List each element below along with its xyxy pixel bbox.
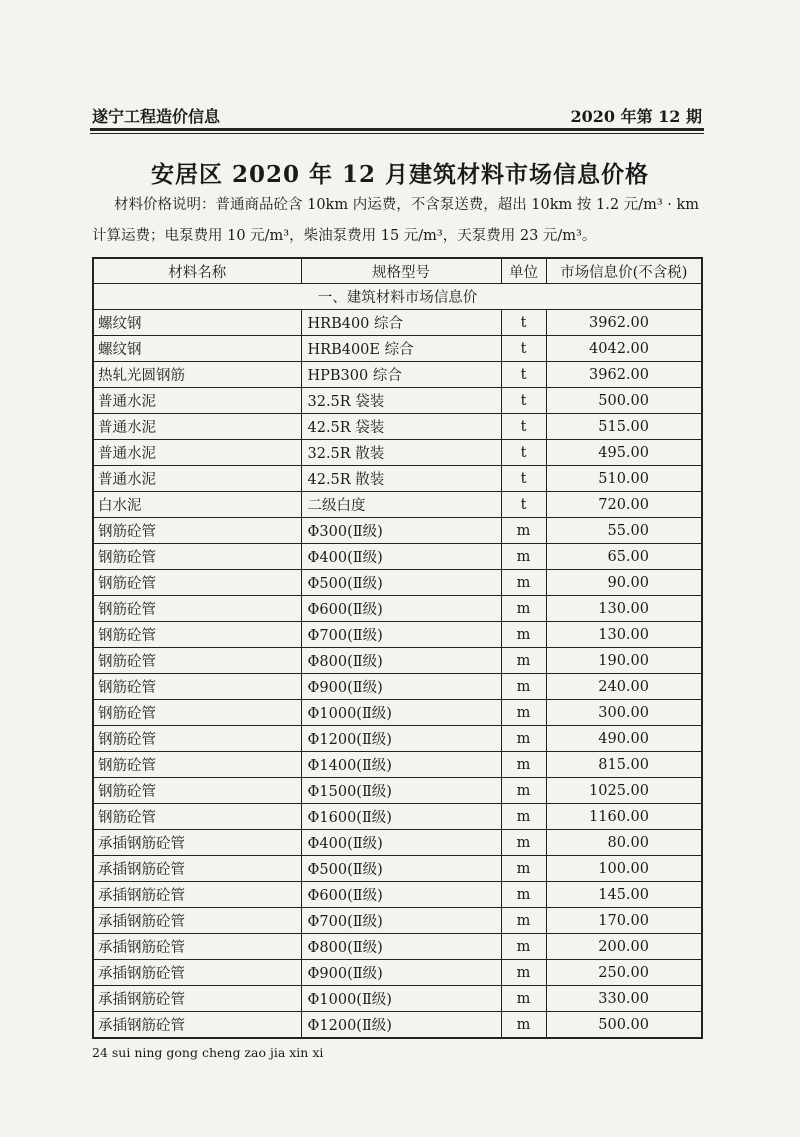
unit-cell: t: [501, 310, 546, 336]
table-row: [93, 440, 702, 466]
unit-cell: m: [501, 544, 546, 570]
spec-cell: Φ800(Ⅱ级): [301, 934, 501, 960]
spec-cell: Φ1000(Ⅱ级): [301, 986, 501, 1012]
price-cell: 300.00: [546, 700, 702, 726]
unit-cell: m: [501, 986, 546, 1012]
table-row: [93, 908, 702, 934]
material-name-cell: 钢筋砼管: [93, 674, 301, 700]
material-name-cell: 承插钢筋砼管: [93, 934, 301, 960]
material-name-cell: 承插钢筋砼管: [93, 856, 301, 882]
price-cell: 100.00: [546, 856, 702, 882]
table-row: [93, 466, 702, 492]
unit-cell: m: [501, 570, 546, 596]
unit-cell: m: [501, 804, 546, 830]
unit-cell: m: [501, 778, 546, 804]
material-name-cell: 钢筋砼管: [93, 596, 301, 622]
spec-cell: 42.5R 散装: [301, 466, 501, 492]
price-cell: 500.00: [546, 388, 702, 414]
spec-cell: Φ1200(Ⅱ级): [301, 1012, 501, 1039]
unit-cell: m: [501, 1012, 546, 1039]
price-cell: 4042.00: [546, 336, 702, 362]
price-cell: 3962.00: [546, 362, 702, 388]
material-name-cell: 承插钢筋砼管: [93, 908, 301, 934]
material-name-cell: 钢筋砼管: [93, 804, 301, 830]
spec-cell: HPB300 综合: [301, 362, 501, 388]
issue-number: 2020 年第 12 期: [570, 107, 702, 126]
price-cell: 720.00: [546, 492, 702, 518]
material-name-cell: 普通水泥: [93, 466, 301, 492]
table-row: [93, 778, 702, 804]
material-name-cell: 钢筋砼管: [93, 518, 301, 544]
unit-cell: m: [501, 700, 546, 726]
spec-cell: Φ600(Ⅱ级): [301, 882, 501, 908]
table-row: [93, 570, 702, 596]
spec-cell: HRB400 综合: [301, 310, 501, 336]
material-name-cell: 承插钢筋砼管: [93, 830, 301, 856]
price-cell: 1160.00: [546, 804, 702, 830]
spec-cell: 42.5R 袋装: [301, 414, 501, 440]
material-name-cell: 钢筋砼管: [93, 752, 301, 778]
table-header-row: [93, 258, 702, 284]
spec-cell: Φ900(Ⅱ级): [301, 960, 501, 986]
price-cell: 130.00: [546, 596, 702, 622]
material-name-cell: 钢筋砼管: [93, 570, 301, 596]
unit-cell: m: [501, 674, 546, 700]
price-cell: 500.00: [546, 1012, 702, 1039]
column-header-name: 材料名称: [93, 258, 301, 284]
material-name-cell: 承插钢筋砼管: [93, 986, 301, 1012]
table-row: [93, 310, 702, 336]
spec-cell: Φ500(Ⅱ级): [301, 570, 501, 596]
table-row: [93, 856, 702, 882]
table-row: [93, 336, 702, 362]
table-row: [93, 648, 702, 674]
spec-cell: Φ900(Ⅱ级): [301, 674, 501, 700]
column-header-spec: 规格型号: [301, 258, 501, 284]
table-row: [93, 804, 702, 830]
table-row: [93, 544, 702, 570]
table-row: [93, 700, 702, 726]
spec-cell: Φ1500(Ⅱ级): [301, 778, 501, 804]
material-name-cell: 普通水泥: [93, 388, 301, 414]
spec-cell: Φ1000(Ⅱ级): [301, 700, 501, 726]
unit-cell: m: [501, 934, 546, 960]
material-name-cell: 钢筋砼管: [93, 648, 301, 674]
unit-cell: m: [501, 908, 546, 934]
unit-cell: t: [501, 440, 546, 466]
unit-cell: m: [501, 518, 546, 544]
table-row: [93, 830, 702, 856]
spec-cell: Φ400(Ⅱ级): [301, 830, 501, 856]
price-cell: 170.00: [546, 908, 702, 934]
price-cell: 80.00: [546, 830, 702, 856]
price-note-line-2: 计算运费；电泵费用 10 元/m³，柴油泵费用 15 元/m³，天泵费用 23 元/m³。: [92, 228, 597, 244]
material-name-cell: 钢筋砼管: [93, 622, 301, 648]
table-row: [93, 674, 702, 700]
price-cell: 145.00: [546, 882, 702, 908]
material-name-cell: 螺纹钢: [93, 336, 301, 362]
table-row: [93, 960, 702, 986]
price-cell: 55.00: [546, 518, 702, 544]
price-cell: 495.00: [546, 440, 702, 466]
spec-cell: Φ600(Ⅱ级): [301, 596, 501, 622]
unit-cell: m: [501, 596, 546, 622]
unit-cell: t: [501, 492, 546, 518]
table-row: [93, 986, 702, 1012]
price-cell: 190.00: [546, 648, 702, 674]
material-name-cell: 钢筋砼管: [93, 778, 301, 804]
material-name-cell: 钢筋砼管: [93, 700, 301, 726]
spec-cell: Φ1400(Ⅱ级): [301, 752, 501, 778]
spec-cell: Φ300(Ⅱ级): [301, 518, 501, 544]
price-cell: 200.00: [546, 934, 702, 960]
unit-cell: m: [501, 622, 546, 648]
column-header-unit: 单位: [501, 258, 546, 284]
table-row: [93, 752, 702, 778]
price-cell: 1025.00: [546, 778, 702, 804]
table-row: [93, 1012, 702, 1039]
table-row: [93, 414, 702, 440]
spec-cell: Φ700(Ⅱ级): [301, 622, 501, 648]
material-name-cell: 螺纹钢: [93, 310, 301, 336]
material-name-cell: 承插钢筋砼管: [93, 882, 301, 908]
spec-cell: Φ700(Ⅱ级): [301, 908, 501, 934]
unit-cell: t: [501, 388, 546, 414]
unit-cell: m: [501, 856, 546, 882]
unit-cell: m: [501, 752, 546, 778]
price-cell: 510.00: [546, 466, 702, 492]
price-cell: 65.00: [546, 544, 702, 570]
page-title: 安居区 2020 年 12 月建筑材料市场信息价格: [150, 161, 650, 188]
material-name-cell: 钢筋砼管: [93, 726, 301, 752]
page-header: [92, 104, 702, 128]
price-table: [92, 257, 703, 1039]
material-name-cell: 普通水泥: [93, 414, 301, 440]
unit-cell: t: [501, 336, 546, 362]
unit-cell: m: [501, 648, 546, 674]
spec-cell: Φ1200(Ⅱ级): [301, 726, 501, 752]
price-note-line-1: 材料价格说明：普通商品砼含 10km 内运费，不含泵送费，超出 10km 按 1.2 元/m³ · km: [114, 197, 699, 213]
unit-cell: m: [501, 726, 546, 752]
table-row: [93, 518, 702, 544]
material-name-cell: 白水泥: [93, 492, 301, 518]
publication-name: 遂宁工程造价信息: [92, 107, 221, 126]
price-cell: 3962.00: [546, 310, 702, 336]
table-row: [93, 934, 702, 960]
spec-cell: HRB400E 综合: [301, 336, 501, 362]
unit-cell: m: [501, 960, 546, 986]
unit-cell: t: [501, 362, 546, 388]
unit-cell: t: [501, 466, 546, 492]
material-name-cell: 承插钢筋砼管: [93, 1012, 301, 1039]
spec-cell: Φ1600(Ⅱ级): [301, 804, 501, 830]
table-row: [93, 726, 702, 752]
price-cell: 515.00: [546, 414, 702, 440]
spec-cell: 二级白度: [301, 492, 501, 518]
header-divider: [90, 128, 704, 134]
price-cell: 490.00: [546, 726, 702, 752]
unit-cell: m: [501, 882, 546, 908]
price-cell: 90.00: [546, 570, 702, 596]
table-row: [93, 362, 702, 388]
table-row: [93, 882, 702, 908]
material-name-cell: 承插钢筋砼管: [93, 960, 301, 986]
material-name-cell: 普通水泥: [93, 440, 301, 466]
column-header-price: 市场信息价(不含税): [546, 258, 702, 284]
spec-cell: Φ500(Ⅱ级): [301, 856, 501, 882]
material-name-cell: 钢筋砼管: [93, 544, 301, 570]
spec-cell: Φ400(Ⅱ级): [301, 544, 501, 570]
price-cell: 330.00: [546, 986, 702, 1012]
price-cell: 815.00: [546, 752, 702, 778]
table-row: [93, 596, 702, 622]
table-row: [93, 492, 702, 518]
unit-cell: m: [501, 830, 546, 856]
spec-cell: Φ800(Ⅱ级): [301, 648, 501, 674]
page-footer: 24 sui ning gong cheng zao jia xin xi: [92, 1045, 324, 1060]
table-row: [93, 622, 702, 648]
unit-cell: t: [501, 414, 546, 440]
section-title: 一、建筑材料市场信息价: [93, 284, 702, 310]
price-cell: 250.00: [546, 960, 702, 986]
table-row: [93, 388, 702, 414]
price-cell: 240.00: [546, 674, 702, 700]
section-row: [93, 284, 702, 310]
price-cell: 130.00: [546, 622, 702, 648]
spec-cell: 32.5R 袋装: [301, 388, 501, 414]
material-name-cell: 热轧光圆钢筋: [93, 362, 301, 388]
spec-cell: 32.5R 散装: [301, 440, 501, 466]
